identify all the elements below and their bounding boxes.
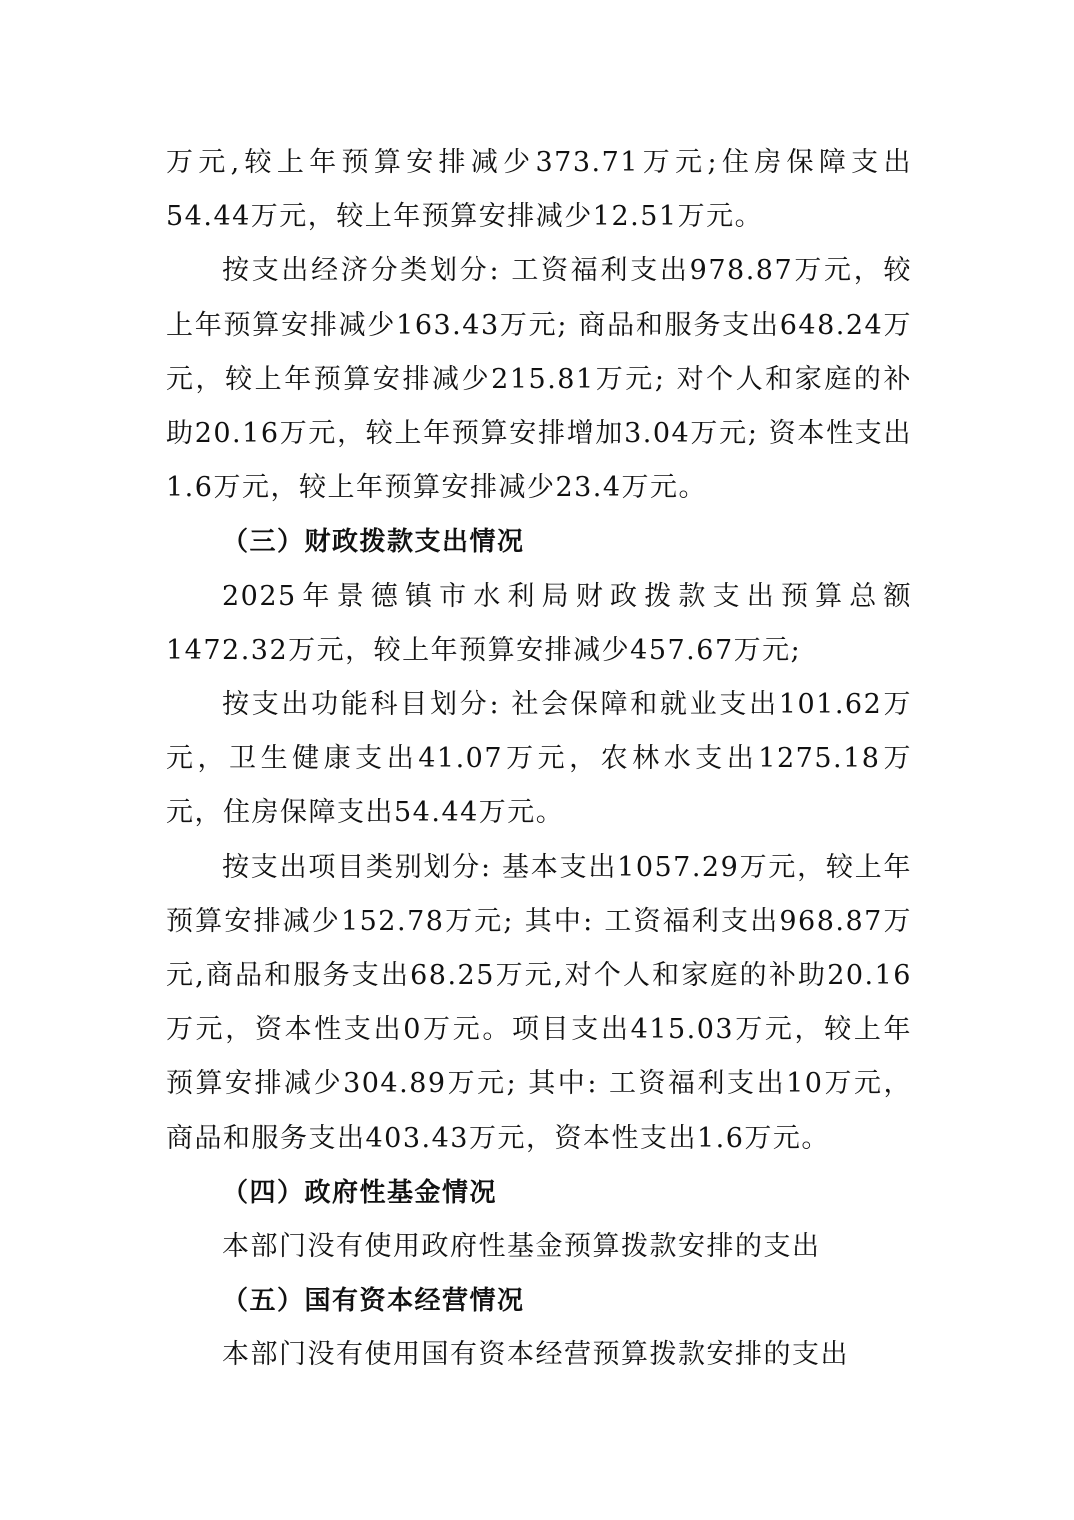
paragraph-economic-classification: 按支出经济分类划分: 工资福利支出978.87万元，较上年预算安排减少163.43万元; 商品和服务支出648.24万元，较上年预算安排减少215.81万元; 对个人和家庭的补助20.16万元，较上年预算安排增加3.04万元; 资本性支出1.6万元，较上年预算安排减少23.4万元。 [166, 255, 912, 504]
paragraph-state-capital-none: 本部门没有使用国有资本经营预算拨款安排的支出 [222, 1339, 849, 1371]
paragraph-government-fund-none: 本部门没有使用政府性基金预算拨款安排的支出 [222, 1231, 821, 1263]
paragraph-functional-classification: 按支出功能科目划分: 社会保障和就业支出101.62万元，卫生健康支出41.07万元，农林水支出1275.18万元，住房保障支出54.44万元。 [166, 689, 912, 829]
paragraph-housing-expenditure: 万元,较上年预算安排减少373.71万元;住房保障支出54.44万元，较上年预算安排减少12.51万元。 [166, 147, 912, 233]
document-body [166, 136, 912, 1383]
section-heading-state-capital: （五）国有资本经营情况 [222, 1286, 525, 1317]
section-heading-fiscal-appropriation: （三）财政拨款支出情况 [222, 527, 525, 558]
section-heading-government-fund: （四）政府性基金情况 [222, 1177, 498, 1208]
paragraph-fiscal-total: 2025年景德镇市水利局财政拨款支出预算总额1472.32万元，较上年预算安排减少457.67万元; [166, 580, 912, 666]
paragraph-project-classification: 按支出项目类别划分: 基本支出1057.29万元，较上年预算安排减少152.78万元; 其中: 工资福利支出968.87万元,商品和服务支出68.25万元,对个人和家庭的补助20.16万元，资本性支出0万元。项目支出415.03万元，较上年预算安排减少304.89万元; 其中: 工资福利支出10万元，商品和服务支出403.43万元，资本性支出1.6万元。 [166, 851, 912, 1154]
